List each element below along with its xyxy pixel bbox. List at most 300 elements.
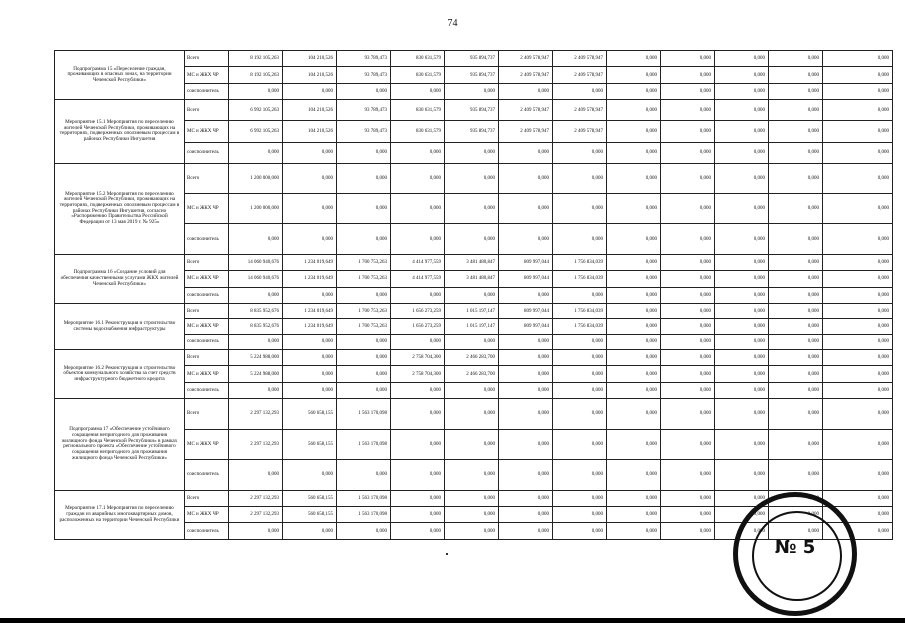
amount-cell: 1 200 000,000 — [229, 194, 283, 224]
amount-cell: 0,000 — [283, 366, 337, 382]
amount-cell: 0,000 — [391, 490, 445, 506]
amount-cell: 0,000 — [823, 121, 893, 142]
amount-cell: 0,000 — [823, 142, 893, 163]
funding-source: соисполнитель — [185, 460, 229, 490]
amount-cell: 0,000 — [607, 67, 661, 83]
page-number: 74 — [447, 18, 458, 29]
amount-cell: 0,000 — [715, 194, 769, 224]
amount-cell: 0,000 — [769, 523, 823, 540]
amount-cell: 0,000 — [715, 523, 769, 540]
amount-cell: 1 234 019,649 — [283, 254, 337, 270]
amount-cell: 1 015 197,147 — [445, 319, 499, 334]
amount-cell: 0,000 — [661, 350, 715, 366]
amount-cell: 0,000 — [499, 399, 553, 429]
amount-cell: 0,000 — [553, 507, 607, 523]
amount-cell: 0,000 — [499, 163, 553, 193]
amount-cell: 0,000 — [391, 194, 445, 224]
amount-cell: 0,000 — [445, 460, 499, 490]
amount-cell: 0,000 — [607, 523, 661, 540]
amount-cell: 0,000 — [715, 142, 769, 163]
amount-cell: 0,000 — [499, 366, 553, 382]
amount-cell: 1 234 019,649 — [283, 271, 337, 287]
funding-source: Всего — [185, 350, 229, 366]
amount-cell: 2 409 578,947 — [499, 51, 553, 67]
program-label: Мероприятие 16.1 Реконструкция и строительство системы водоснабжения инфраструктуры — [55, 304, 185, 350]
amount-cell: 0,000 — [607, 163, 661, 193]
amount-cell: 0,000 — [715, 507, 769, 523]
amount-cell: 0,000 — [391, 83, 445, 99]
amount-cell: 0,000 — [715, 121, 769, 142]
amount-cell: 93 789,473 — [337, 67, 391, 83]
program-label: Мероприятие 15.1 Мероприятия по переселению жителей Чеченской Республики, проживающих на территориях, подверженных оползневым процессам в районах Республики Ингушетия — [55, 100, 185, 163]
amount-cell: 0,000 — [607, 51, 661, 67]
amount-cell: 0,000 — [445, 399, 499, 429]
amount-cell: 0,000 — [823, 67, 893, 83]
amount-cell: 0,000 — [715, 399, 769, 429]
amount-cell: 104 210,526 — [283, 100, 337, 121]
amount-cell: 0,000 — [769, 319, 823, 334]
amount-cell: 0,000 — [823, 271, 893, 287]
table-row — [55, 304, 893, 319]
amount-cell: 0,000 — [661, 460, 715, 490]
amount-cell: 560 658,155 — [283, 429, 337, 459]
amount-cell: 0,000 — [283, 382, 337, 398]
amount-cell: 0,000 — [499, 334, 553, 349]
amount-cell: 0,000 — [607, 490, 661, 506]
amount-cell: 0,000 — [823, 304, 893, 319]
amount-cell: 0,000 — [337, 523, 391, 540]
amount-cell: 2 409 578,947 — [553, 121, 607, 142]
program-label: Мероприятие 15.2 Мероприятия по переселению жителей Чеченской Республики, проживающих на территориях, подверженных оползневым процессам в районах Республики Ингушетия, согласно «Распоряжению Правительства Российской Федерации от 13 мая 2019 г. № 925» — [55, 163, 185, 254]
amount-cell: 0,000 — [391, 163, 445, 193]
amount-cell: 0,000 — [607, 121, 661, 142]
funding-source: МС и ЖКХ ЧР — [185, 366, 229, 382]
amount-cell: 0,000 — [553, 382, 607, 398]
funding-source: МС и ЖКХ ЧР — [185, 319, 229, 334]
funding-source: соисполнитель — [185, 224, 229, 254]
amount-cell: 1 563 170,098 — [337, 507, 391, 523]
amount-cell: 0,000 — [769, 366, 823, 382]
amount-cell: 0,000 — [661, 194, 715, 224]
amount-cell: 2 297 132,293 — [229, 399, 283, 429]
amount-cell: 0,000 — [445, 224, 499, 254]
amount-cell: 0,000 — [337, 460, 391, 490]
amount-cell: 0,000 — [229, 224, 283, 254]
amount-cell: 5 224 988,000 — [229, 366, 283, 382]
amount-cell: 0,000 — [445, 523, 499, 540]
funding-source: Всего — [185, 304, 229, 319]
amount-cell: 0,000 — [715, 490, 769, 506]
amount-cell: 2 409 578,947 — [553, 100, 607, 121]
amount-cell: 6 992 105,263 — [229, 100, 283, 121]
program-label: Мероприятие 17.1 Мероприятия по переселению граждан из аварийных многоквартирных домов, расположенных на территории Чеченской Республики — [55, 490, 185, 539]
amount-cell: 0,000 — [715, 382, 769, 398]
amount-cell: 0,000 — [823, 523, 893, 540]
amount-cell: 0,000 — [661, 523, 715, 540]
amount-cell: 0,000 — [553, 429, 607, 459]
funding-source: Всего — [185, 490, 229, 506]
amount-cell: 0,000 — [661, 100, 715, 121]
amount-cell: 809 997,044 — [499, 271, 553, 287]
amount-cell: 3 481 480,847 — [445, 271, 499, 287]
amount-cell: 0,000 — [283, 142, 337, 163]
amount-cell: 0,000 — [283, 224, 337, 254]
amount-cell: 0,000 — [661, 399, 715, 429]
amount-cell: 0,000 — [229, 460, 283, 490]
amount-cell: 0,000 — [769, 100, 823, 121]
amount-cell: 1 563 170,098 — [337, 429, 391, 459]
amount-cell: 0,000 — [391, 523, 445, 540]
amount-cell: 0,000 — [553, 163, 607, 193]
amount-cell: 0,000 — [445, 490, 499, 506]
amount-cell: 0,000 — [715, 334, 769, 349]
amount-cell: 0,000 — [769, 350, 823, 366]
amount-cell: 8 835 952,676 — [229, 319, 283, 334]
amount-cell: 0,000 — [661, 67, 715, 83]
amount-cell: 0,000 — [715, 83, 769, 99]
amount-cell: 0,000 — [607, 224, 661, 254]
amount-cell: 0,000 — [823, 382, 893, 398]
amount-cell: 809 997,044 — [499, 254, 553, 270]
amount-cell: 1 700 753,263 — [337, 271, 391, 287]
amount-cell: 0,000 — [445, 429, 499, 459]
amount-cell: 809 997,044 — [499, 304, 553, 319]
amount-cell: 0,000 — [337, 382, 391, 398]
table-row — [55, 254, 893, 270]
amount-cell: 0,000 — [823, 287, 893, 303]
amount-cell: 0,000 — [229, 83, 283, 99]
amount-cell: 0,000 — [553, 83, 607, 99]
amount-cell: 830 631,579 — [391, 121, 445, 142]
amount-cell: 0,000 — [391, 399, 445, 429]
amount-cell: 0,000 — [823, 224, 893, 254]
amount-cell: 0,000 — [283, 83, 337, 99]
amount-cell: 560 658,155 — [283, 490, 337, 506]
amount-cell: 0,000 — [823, 429, 893, 459]
amount-cell: 0,000 — [769, 163, 823, 193]
amount-cell: 14 060 940,676 — [229, 254, 283, 270]
amount-cell: 93 789,473 — [337, 100, 391, 121]
amount-cell: 0,000 — [283, 350, 337, 366]
program-label: Мероприятие 16.2 Реконструкция и строительство объектов коммунального хозяйства за счет средств инфраструктурного бюджетного кредита — [55, 350, 185, 399]
amount-cell: 0,000 — [769, 51, 823, 67]
amount-cell: 0,000 — [661, 490, 715, 506]
table-body — [55, 51, 893, 540]
amount-cell: 1 656 273,259 — [391, 304, 445, 319]
amount-cell: 8 192 105,263 — [229, 67, 283, 83]
amount-cell: 8 835 952,676 — [229, 304, 283, 319]
amount-cell: 0,000 — [661, 271, 715, 287]
amount-cell: 0,000 — [607, 382, 661, 398]
amount-cell: 0,000 — [769, 121, 823, 142]
amount-cell: 0,000 — [391, 460, 445, 490]
amount-cell: 0,000 — [553, 523, 607, 540]
amount-cell: 1 700 753,263 — [337, 254, 391, 270]
amount-cell: 1 015 197,147 — [445, 304, 499, 319]
amount-cell: 0,000 — [337, 163, 391, 193]
amount-cell: 0,000 — [499, 142, 553, 163]
amount-cell: 1 756 834,039 — [553, 304, 607, 319]
amount-cell: 935 894,737 — [445, 100, 499, 121]
amount-cell: 104 210,526 — [283, 121, 337, 142]
amount-cell: 0,000 — [769, 83, 823, 99]
amount-cell: 2 297 132,293 — [229, 429, 283, 459]
amount-cell: 0,000 — [661, 382, 715, 398]
amount-cell: 0,000 — [769, 271, 823, 287]
amount-cell: 0,000 — [607, 350, 661, 366]
amount-cell: 0,000 — [391, 287, 445, 303]
amount-cell: 0,000 — [769, 399, 823, 429]
amount-cell: 0,000 — [553, 224, 607, 254]
funding-source: МС и ЖКХ ЧР — [185, 429, 229, 459]
amount-cell: 0,000 — [553, 350, 607, 366]
amount-cell: 0,000 — [607, 429, 661, 459]
table-row — [55, 350, 893, 366]
scan-edge-bar — [0, 618, 905, 623]
funding-source: соисполнитель — [185, 287, 229, 303]
amount-cell: 0,000 — [823, 507, 893, 523]
amount-cell: 0,000 — [661, 334, 715, 349]
amount-cell: 4 414 977,559 — [391, 271, 445, 287]
amount-cell: 0,000 — [661, 507, 715, 523]
amount-cell: 4 414 977,559 — [391, 254, 445, 270]
table-row — [55, 100, 893, 121]
amount-cell: 0,000 — [499, 287, 553, 303]
amount-cell: 0,000 — [337, 224, 391, 254]
amount-cell: 0,000 — [823, 334, 893, 349]
amount-cell: 0,000 — [607, 319, 661, 334]
amount-cell: 0,000 — [661, 163, 715, 193]
amount-cell: 0,000 — [499, 83, 553, 99]
amount-cell: 0,000 — [499, 224, 553, 254]
amount-cell: 0,000 — [715, 350, 769, 366]
program-label: Подпрограмма 16 «Создание условий для обеспечения качественными услугами ЖКХ жителей Чеченской Республики» — [55, 254, 185, 303]
amount-cell: 0,000 — [499, 507, 553, 523]
amount-cell: 0,000 — [607, 304, 661, 319]
amount-cell: 0,000 — [553, 490, 607, 506]
amount-cell: 2 409 578,947 — [553, 51, 607, 67]
program-label: Подпрограмма 15 «Переселение граждан, проживающих в опасных зонах, на территории Чеченской Республики» — [55, 51, 185, 100]
amount-cell: 0,000 — [823, 100, 893, 121]
amount-cell: 0,000 — [715, 163, 769, 193]
amount-cell: 93 789,473 — [337, 121, 391, 142]
amount-cell: 93 789,473 — [337, 51, 391, 67]
amount-cell: 2 466 283,700 — [445, 350, 499, 366]
funding-source: МС и ЖКХ ЧР — [185, 271, 229, 287]
amount-cell: 0,000 — [229, 142, 283, 163]
amount-cell: 0,000 — [769, 334, 823, 349]
amount-cell: 0,000 — [715, 67, 769, 83]
amount-cell: 0,000 — [391, 334, 445, 349]
funding-source: Всего — [185, 163, 229, 193]
amount-cell: 2 409 578,947 — [499, 67, 553, 83]
amount-cell: 0,000 — [823, 194, 893, 224]
amount-cell: 0,000 — [715, 271, 769, 287]
amount-cell: 1 234 019,649 — [283, 304, 337, 319]
amount-cell: 2 297 132,293 — [229, 490, 283, 506]
amount-cell: 0,000 — [337, 366, 391, 382]
amount-cell: 935 894,737 — [445, 51, 499, 67]
amount-cell: 0,000 — [661, 83, 715, 99]
funding-source: Всего — [185, 399, 229, 429]
amount-cell: 8 192 105,263 — [229, 51, 283, 67]
table-row — [55, 399, 893, 429]
funding-source: соисполнитель — [185, 523, 229, 540]
funding-source: МС и ЖКХ ЧР — [185, 507, 229, 523]
table-row — [55, 163, 893, 193]
amount-cell: 0,000 — [661, 224, 715, 254]
amount-cell: 830 631,579 — [391, 51, 445, 67]
amount-cell: 0,000 — [229, 334, 283, 349]
amount-cell: 0,000 — [769, 304, 823, 319]
funding-source: Всего — [185, 100, 229, 121]
amount-cell: 0,000 — [445, 83, 499, 99]
funding-source: Всего — [185, 51, 229, 67]
amount-cell: 2 297 132,293 — [229, 507, 283, 523]
amount-cell: 0,000 — [607, 254, 661, 270]
amount-cell: 0,000 — [715, 254, 769, 270]
amount-cell: 0,000 — [391, 507, 445, 523]
amount-cell: 0,000 — [283, 287, 337, 303]
amount-cell: 0,000 — [499, 350, 553, 366]
amount-cell: 2 466 283,700 — [445, 366, 499, 382]
amount-cell: 0,000 — [769, 429, 823, 459]
amount-cell: 0,000 — [823, 366, 893, 382]
amount-cell: 0,000 — [769, 224, 823, 254]
amount-cell: 1 563 170,098 — [337, 399, 391, 429]
amount-cell: 0,000 — [769, 194, 823, 224]
funding-source: соисполнитель — [185, 382, 229, 398]
amount-cell: 0,000 — [445, 334, 499, 349]
amount-cell: 0,000 — [661, 429, 715, 459]
amount-cell: 0,000 — [607, 100, 661, 121]
amount-cell: 0,000 — [823, 51, 893, 67]
amount-cell: 0,000 — [607, 366, 661, 382]
amount-cell: 0,000 — [823, 350, 893, 366]
amount-cell: 0,000 — [715, 460, 769, 490]
amount-cell: 0,000 — [337, 334, 391, 349]
seal-number: № 5 — [774, 537, 816, 558]
amount-cell: 0,000 — [445, 194, 499, 224]
amount-cell: 0,000 — [715, 51, 769, 67]
amount-cell: 0,000 — [499, 460, 553, 490]
funding-source: МС и ЖКХ ЧР — [185, 67, 229, 83]
amount-cell: 0,000 — [337, 287, 391, 303]
amount-cell: 0,000 — [229, 382, 283, 398]
amount-cell: 830 631,579 — [391, 67, 445, 83]
amount-cell: 0,000 — [607, 334, 661, 349]
amount-cell: 2 758 704,300 — [391, 366, 445, 382]
amount-cell: 830 631,579 — [391, 100, 445, 121]
amount-cell: 0,000 — [499, 490, 553, 506]
amount-cell: 1 700 753,263 — [337, 319, 391, 334]
amount-cell: 0,000 — [769, 460, 823, 490]
amount-cell: 0,000 — [715, 304, 769, 319]
funding-source: соисполнитель — [185, 334, 229, 349]
amount-cell: 0,000 — [283, 523, 337, 540]
amount-cell: 0,000 — [445, 507, 499, 523]
funding-source: соисполнитель — [185, 142, 229, 163]
amount-cell: 2 758 704,300 — [391, 350, 445, 366]
amount-cell: 560 658,155 — [283, 507, 337, 523]
amount-cell: 1 234 019,649 — [283, 319, 337, 334]
amount-cell: 1 700 753,263 — [337, 304, 391, 319]
amount-cell: 0,000 — [823, 83, 893, 99]
amount-cell: 3 481 480,847 — [445, 254, 499, 270]
amount-cell: 0,000 — [499, 523, 553, 540]
amount-cell: 0,000 — [553, 399, 607, 429]
amount-cell: 0,000 — [769, 507, 823, 523]
amount-cell: 0,000 — [607, 460, 661, 490]
official-seal — [733, 492, 857, 616]
amount-cell: 0,000 — [769, 254, 823, 270]
amount-cell: 0,000 — [823, 254, 893, 270]
amount-cell: 0,000 — [229, 287, 283, 303]
amount-cell: 0,000 — [769, 382, 823, 398]
funding-source: МС и ЖКХ ЧР — [185, 194, 229, 224]
amount-cell: 0,000 — [607, 287, 661, 303]
amount-cell: 0,000 — [283, 163, 337, 193]
amount-cell: 0,000 — [823, 460, 893, 490]
amount-cell: 0,000 — [553, 334, 607, 349]
amount-cell: 0,000 — [661, 319, 715, 334]
amount-cell: 0,000 — [607, 194, 661, 224]
amount-cell: 935 894,737 — [445, 121, 499, 142]
amount-cell: 0,000 — [553, 142, 607, 163]
amount-cell: 0,000 — [661, 366, 715, 382]
amount-cell: 0,000 — [283, 194, 337, 224]
amount-cell: 0,000 — [607, 271, 661, 287]
amount-cell: 14 060 940,676 — [229, 271, 283, 287]
amount-cell: 0,000 — [715, 366, 769, 382]
amount-cell: 1 756 834,039 — [553, 254, 607, 270]
amount-cell: 104 210,526 — [283, 51, 337, 67]
amount-cell: 0,000 — [715, 100, 769, 121]
budget-table — [54, 50, 893, 540]
amount-cell: 0,000 — [823, 319, 893, 334]
amount-cell: 0,000 — [445, 163, 499, 193]
funding-source: МС и ЖКХ ЧР — [185, 121, 229, 142]
table-row — [55, 51, 893, 67]
amount-cell: 0,000 — [769, 67, 823, 83]
amount-cell: 0,000 — [445, 287, 499, 303]
amount-cell: 0,000 — [607, 142, 661, 163]
amount-cell: 0,000 — [499, 194, 553, 224]
amount-cell: 2 409 578,947 — [499, 100, 553, 121]
amount-cell: 0,000 — [607, 83, 661, 99]
amount-cell: 0,000 — [337, 350, 391, 366]
amount-cell: 0,000 — [337, 142, 391, 163]
program-label: Подпрограмма 17 «Обеспечение устойчивого сокращения непригодного для проживания жилищного фонда Чеченской Республики» в рамках регионального проекта «Обеспечение устойчивого сокращения непригодного для проживания жилищного фонда Чеченской Республики» — [55, 399, 185, 490]
amount-cell: 1 656 273,259 — [391, 319, 445, 334]
amount-cell: 0,000 — [553, 287, 607, 303]
amount-cell: 0,000 — [283, 460, 337, 490]
amount-cell: 0,000 — [715, 319, 769, 334]
amount-cell: 935 894,737 — [445, 67, 499, 83]
amount-cell: 0,000 — [607, 399, 661, 429]
amount-cell: 0,000 — [661, 121, 715, 142]
amount-cell: 0,000 — [499, 382, 553, 398]
amount-cell: 2 409 578,947 — [499, 121, 553, 142]
amount-cell: 1 756 834,039 — [553, 319, 607, 334]
amount-cell: 0,000 — [715, 224, 769, 254]
amount-cell: 0,000 — [499, 429, 553, 459]
amount-cell: 2 409 578,947 — [553, 67, 607, 83]
amount-cell: 0,000 — [661, 254, 715, 270]
amount-cell: 0,000 — [553, 366, 607, 382]
amount-cell: 1 563 170,098 — [337, 490, 391, 506]
amount-cell: 560 658,155 — [283, 399, 337, 429]
